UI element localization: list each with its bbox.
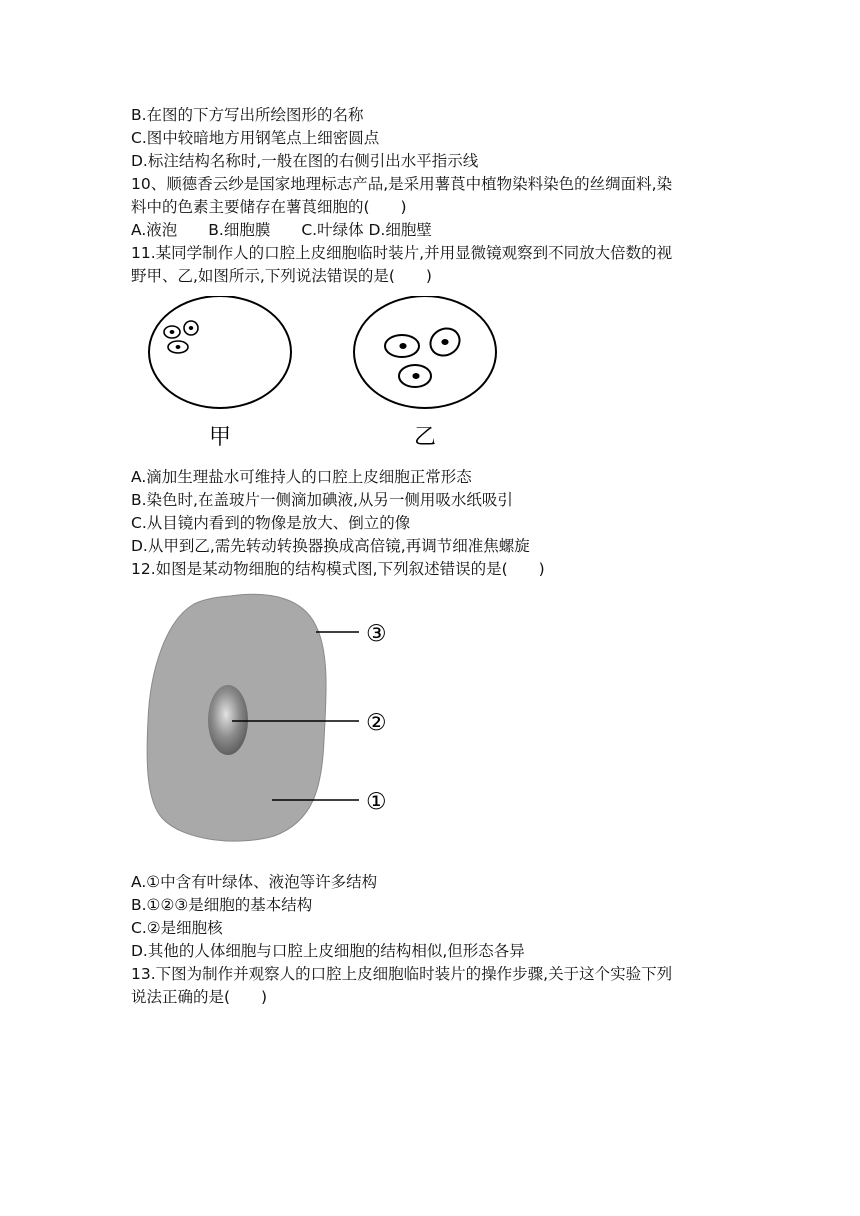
field-jia-circle: [149, 296, 291, 408]
question-11-line1: 11.某同学制作人的口腔上皮细胞临时装片,并用显微镜观察到不同放大倍数的视: [131, 244, 673, 262]
option-d-q12: D.其他的人体细胞与口腔上皮细胞的结构相似,但形态各异: [131, 942, 525, 960]
option-b-q11: B.染色时,在盖玻片一侧滴加碘液,从另一侧用吸水纸吸引: [131, 491, 513, 509]
option-a-q11: A.滴加生理盐水可维持人的口腔上皮细胞正常形态: [131, 468, 472, 486]
question-10-options: A.液泡 B.细胞膜 C.叶绿体 D.细胞壁: [131, 221, 432, 239]
option-d-q9: D.标注结构名称时,一般在图的右侧引出水平指示线: [131, 152, 479, 170]
label-yi: 乙: [413, 425, 437, 450]
label-2: ②: [366, 710, 387, 736]
animal-cell-figure: [144, 590, 404, 845]
question-10-line2: 料中的色素主要储存在薯莨细胞的( ): [131, 198, 407, 216]
option-b-q12: B.①②③是细胞的基本结构: [131, 896, 313, 914]
microscope-fields-figure: [140, 296, 510, 456]
option-c-q11: C.从目镜内看到的物像是放大、倒立的像: [131, 514, 411, 532]
option-b-q9: B.在图的下方写出所绘图形的名称: [131, 106, 364, 124]
label-3: ③: [366, 621, 387, 647]
question-13-line2: 说法正确的是( ): [131, 988, 268, 1006]
option-d-q11: D.从甲到乙,需先转动转换器换成高倍镜,再调节细准焦螺旋: [131, 537, 530, 555]
question-13-line1: 13.下图为制作并观察人的口腔上皮细胞临时装片的操作步骤,关于这个实验下列: [131, 965, 673, 983]
field-yi-circle: [354, 296, 496, 408]
option-c-q12: C.②是细胞核: [131, 919, 223, 937]
option-c-q9: C.图中较暗地方用钢笔点上细密圆点: [131, 129, 380, 147]
question-12: 12.如图是某动物细胞的结构模式图,下列叙述错误的是( ): [131, 560, 545, 578]
label-1: ①: [366, 789, 387, 815]
question-10-line1: 10、顺德香云纱是国家地理标志产品,是采用薯莨中植物染料染色的丝绸面料,染: [131, 175, 673, 193]
nucleus: [208, 685, 248, 755]
question-11-line2: 野甲、乙,如图所示,下列说法错误的是( ): [131, 267, 432, 285]
label-jia: 甲: [208, 425, 232, 450]
option-a-q12: A.①中含有叶绿体、液泡等许多结构: [131, 873, 378, 891]
